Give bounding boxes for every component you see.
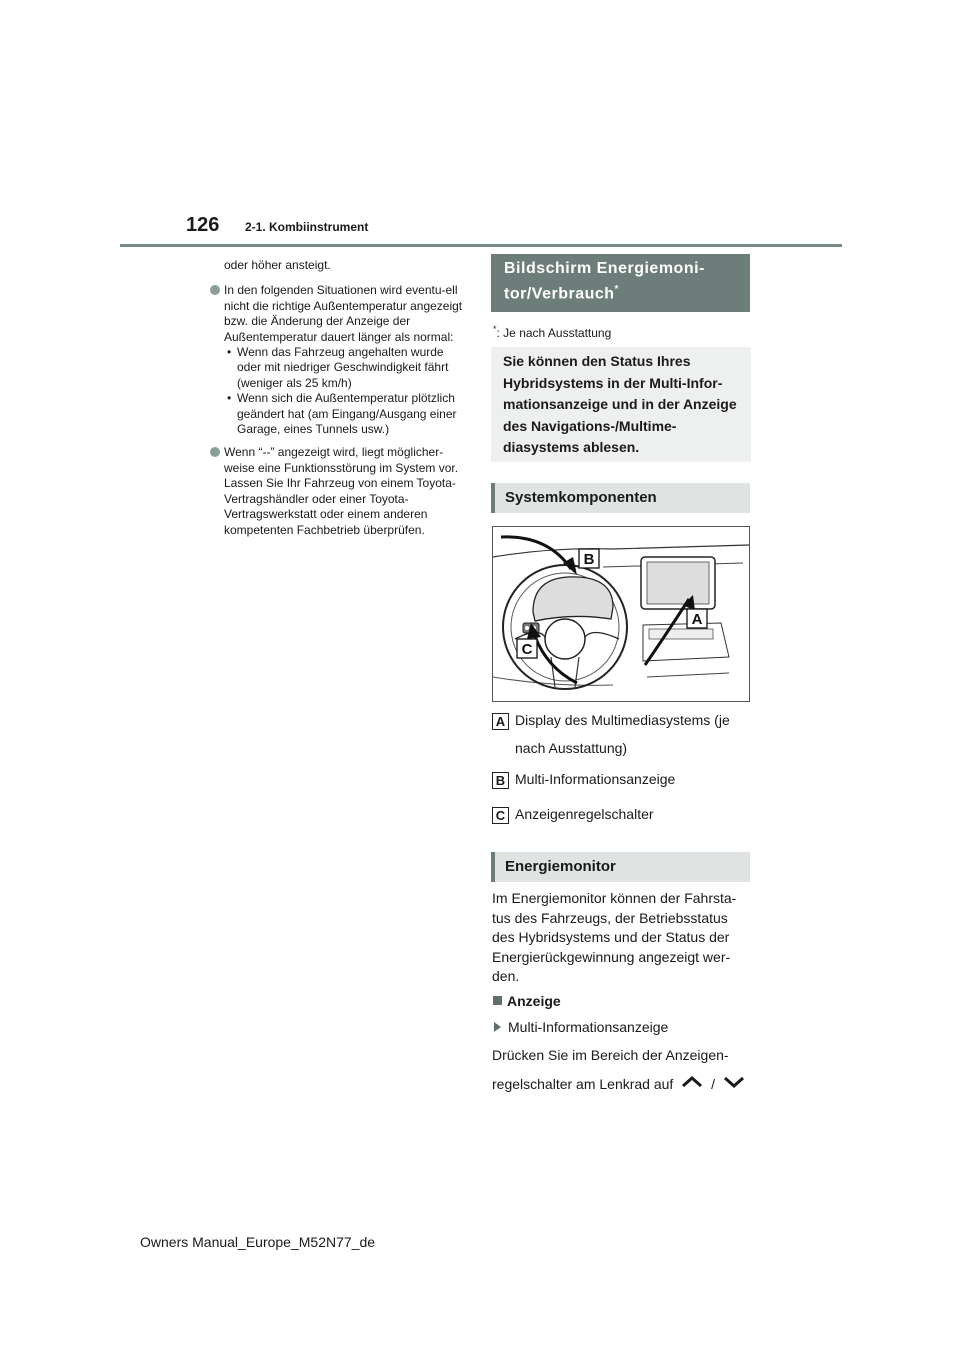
dashboard-illustration [493,527,749,701]
section-heading-text: Systemkomponenten [505,489,657,506]
square-bullet-icon [493,996,502,1005]
figure-label-a: A [691,611,703,628]
footnote-mark: * [493,324,497,334]
bullet-dot-icon [210,447,220,457]
sub-bullet-icon: • [227,391,232,406]
anzeige-heading-text: Anzeige [507,993,561,1009]
chevron-down-icon [723,1076,745,1088]
triangle-bullet-icon [494,1022,501,1032]
main-heading-line1: Bildschirm Energiemoni- [504,260,705,277]
body-paragraph: Im Energiemonitor können der Fahrsta-tus des Fahrzeugs, der Betriebsstatus des Hybridsystems und der Status der Energierückgewinnung angezeigt wer-den. [492,890,737,984]
bullet-item [210,283,466,437]
bullet-text: Wenn “--” angezeigt wird, liegt möglicher-weise eine Funktionsstörung im System vor. Lassen Sie Ihr Fahrzeug von einem Toyota-Vertragshändler oder einer Toyota-Vertragswerkstatt oder einem anderen kompetenten Fachbetrieb überprüfen. [224,445,459,537]
left-column [210,258,466,546]
continuation-text: oder höher ansteigt. [224,258,331,272]
sub-bullet-icon: • [227,345,232,360]
slash-separator: / [711,1076,715,1092]
legend-key-a: A [492,713,509,730]
bullet-dot-icon [210,285,220,295]
asterisk-mark: * [614,284,619,295]
press-line-2-text: regelschalter am Lenkrad auf [492,1076,674,1092]
mi-subheading [492,1018,752,1038]
page-number: 126 [186,214,220,236]
mi-subheading-text: Multi-Informationsanzeige [508,1019,669,1035]
legend-key-b: B [492,772,509,789]
section-heading-text: Energiemonitor [505,858,616,875]
bullet-text: In den folgenden Situationen wird eventu-ell nicht die richtige Außentemperatur angezeigt bzw. die Änderung der Anzeige der Außentemperatur dauert länger als normal: [224,283,463,344]
legend-key-c: C [492,807,509,824]
figure-label-b: B [583,551,595,568]
legend-text-c: Anzeigenregelschalter [515,806,654,822]
press-line-1: Drücken Sie im Bereich der Anzeigen- [492,1047,729,1063]
dashboard-figure [492,526,750,702]
footer-text: Owners Manual_Europe_M52N77_de [140,1234,376,1250]
sub-item-text: Wenn das Fahrzeug angehalten wurde oder mit niedriger Geschwindigkeit fährt (weniger als 25 km/h) [237,345,449,390]
press-line-2 [492,1075,752,1095]
section-heading-energiemonitor [491,852,750,882]
header-rule [120,244,842,247]
sub-item-text: Wenn sich die Außentemperatur plötzlich geändert hat (am Eingang/Ausgang einer Garage, eines Tunnels usw.) [237,391,457,437]
section-heading-systemkomponenten [491,483,750,513]
bullet-item [210,445,466,537]
legend-text-a-line2: nach Ausstattung) [515,740,628,756]
sub-item [224,345,466,391]
footnote [493,324,611,340]
footnote-text: : Je nach Ausstattung [496,326,612,340]
main-heading-text: tor/Verbrauch [504,285,615,303]
anzeige-heading [492,992,752,1012]
summary-box [491,347,751,462]
energiemonitor-body [492,889,752,987]
legend-text-b: Multi-Informationsanzeige [515,771,676,787]
figure-label-c: C [521,641,533,658]
main-heading [491,254,750,312]
main-heading-line2 [504,284,619,303]
sub-item [224,391,466,437]
chapter-title: 2-1. Kombiinstrument [245,220,369,234]
legend-text-a-line1: Display des Multimediasystems (je [515,712,730,728]
chevron-up-icon [681,1076,703,1088]
summary-text: Sie können den Status Ihres Hybridsystems in der Multi-Infor-mationsanzeige und in der Anzeige des Navigations-/Multime-diasystems ablesen. [503,353,737,455]
